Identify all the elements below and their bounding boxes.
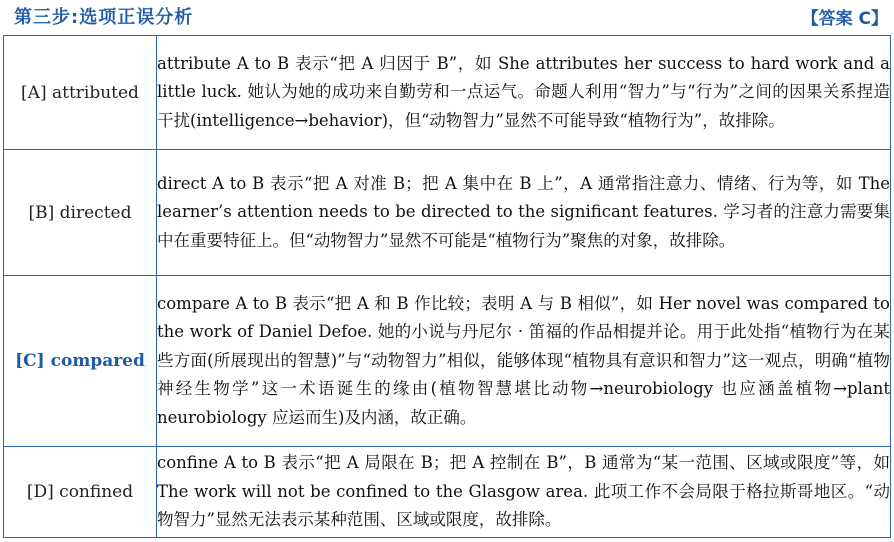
- option-row-a: [4, 36, 891, 150]
- option-explanation-b: direct A to B 表示“把 A 对准 B；把 A 集中在 B 上”，A 通常指注意力、情绪、行为等，如 The learner’s attention needs to be directed to the significant features. 学习者的注意力需要集中在重要特征上。但“动物智力”显然不可能是“植物行为”聚焦的对象，故排除。: [157, 150, 891, 276]
- answer-badge: 【答案 C】: [801, 9, 888, 29]
- option-label-a: [A] attributed: [4, 36, 157, 150]
- option-label-c: [C] compared: [4, 276, 157, 447]
- option-explanation-d: confine A to B 表示“把 A 局限在 B；把 A 控制在 B”，B 通常为“某一范围、区域或限度”等，如 The work will not be confined to the Glasgow area. 此项工作不会局限于格拉斯哥地区。“动物智力”显然无法表示某种范围、区域或限度，故排除。: [157, 447, 891, 538]
- option-label-b: [B] directed: [4, 150, 157, 276]
- option-row-c: [4, 276, 891, 447]
- option-explanation-a: attribute A to B 表示“把 A 归因于 B”，如 She attributes her success to hard work and a little luck. 她认为她的成功来自勤劳和一点运气。命题人利用“智力”与“行为”之间的因果关系捏造干扰(intelligence→behavior)，但“动物智力”显然不可能导致“植物行为”，故排除。: [157, 36, 891, 150]
- option-row-b: [4, 150, 891, 276]
- option-explanation-c: compare A to B 表示“把 A 和 B 作比较；表明 A 与 B 相似”，如 Her novel was compared to the work of Daniel Defoe. 她的小说与丹尼尔 · 笛福的作品相提并论。用于此处指“植物行为在某些方面(所展现出的智慧)”与“动物智力”相似，能够体现“植物具有意识和智力”这一观点，明确“植物神经生物学”这一术语诞生的缘由(植物智慧堪比动物→neurobiology 也应涵盖植物→plant neurobiology 应运而生)及内涵，故正确。: [157, 276, 891, 447]
- options-table: [3, 35, 891, 538]
- option-row-d: [4, 447, 891, 538]
- section-header: [0, 0, 894, 34]
- option-label-d: [D] confined: [4, 447, 157, 538]
- step-title: 第三步:选项正误分析: [14, 7, 194, 28]
